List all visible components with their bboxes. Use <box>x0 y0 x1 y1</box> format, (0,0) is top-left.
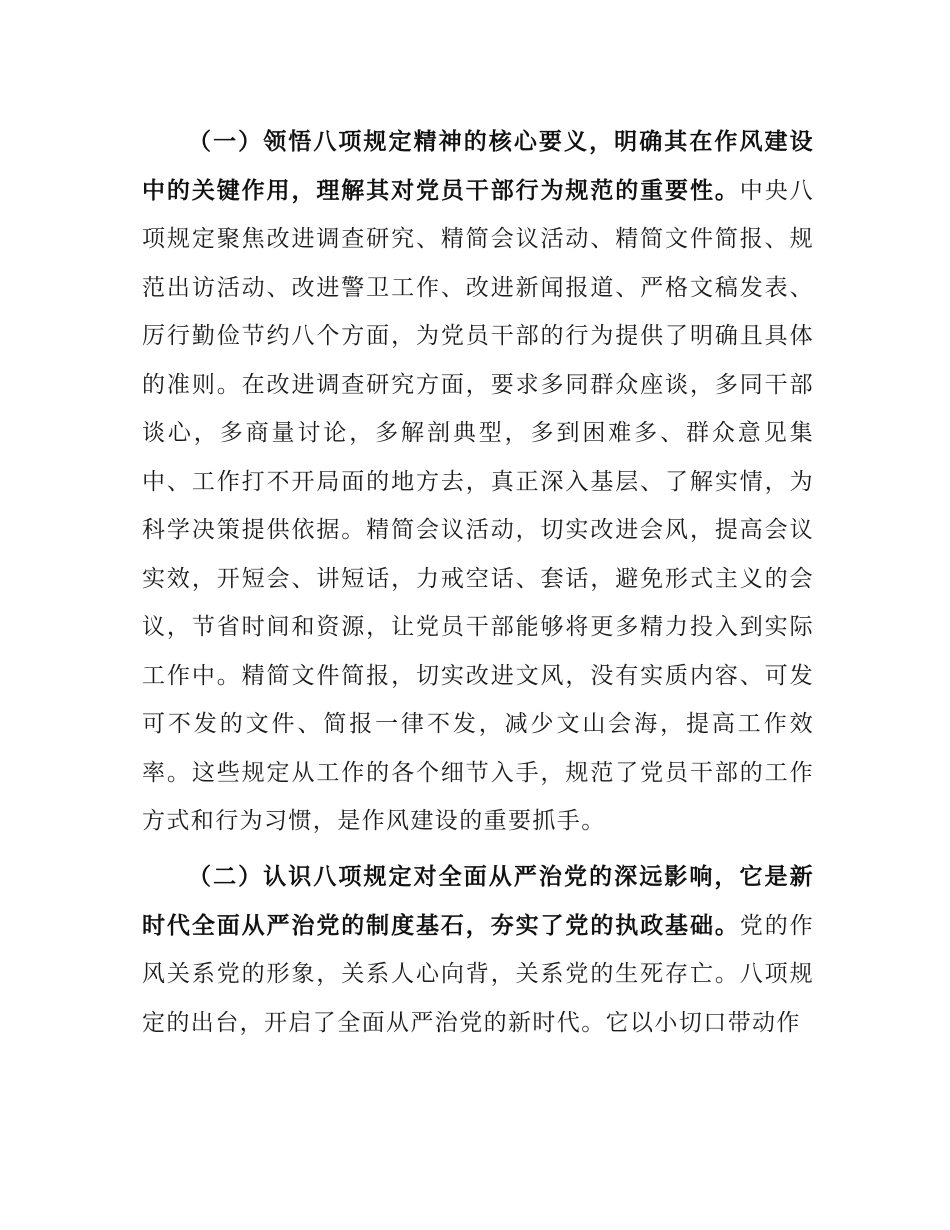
paragraph-2 <box>142 853 814 1047</box>
paragraph-1-heading: （一）领悟八项规定精神的核心要义，明确其在作风建设中的关键作用，理解其对党员干部行为规范的重要性。 <box>142 129 814 204</box>
paragraph-1-body: 中央八项规定聚焦改进调查研究、精简会议活动、精简文件简报、规范出访活动、改进警卫工作、改进新闻报道、严格文稿发表、厉行勤俭节约八个方面，为党员干部的行为提供了明确且具体的准则。在改进调查研究方面，要求多同群众座谈，多同干部谈心，多商量讨论，多解剖典型，多到困难多、群众意见集中、工作打不开局面的地方去，真正深入基层、了解实情，为科学决策提供依据。精简会议活动，切实改进会风，提高会议实效，开短会、讲短话，力戒空话、套话，避免形式主义的会议，节省时间和资源，让党员干部能够将更多精力投入到实际工作中。精简文件简报，切实改进文风，没有实质内容、可发可不发的文件、简报一律不发，减少文山会海，提高工作效率。这些规定从工作的各个细节入手，规范了党员干部的工作方式和行为习惯，是作风建设的重要抓手。 <box>142 177 814 834</box>
paragraph-2-heading: （二）认识八项规定对全面从严治党的深远影响，它是新时代全面从严治党的制度基石，夯实了党的执政基础。 <box>142 864 814 939</box>
paragraph-2-body: 党的作风关系党的形象，关系人心向背，关系党的生死存亡。八项规定的出台，开启了全面从严治党的新时代。它以小切口带动作 <box>142 912 814 1036</box>
paragraph-1 <box>142 118 814 846</box>
